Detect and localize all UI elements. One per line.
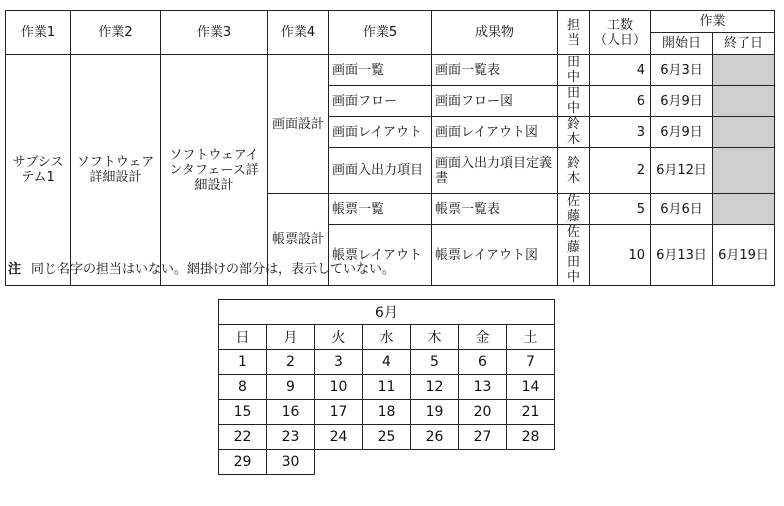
weekday-sun: 日 [219, 325, 267, 350]
calendar-day: 9 [267, 375, 315, 400]
owner-cell: 田中 [558, 55, 590, 86]
header-owner: 担当 [558, 11, 590, 55]
header-task2: 作業2 [71, 11, 161, 55]
deliverable-cell: 帳票一覧表 [432, 194, 558, 225]
calendar-day: 2 [267, 350, 315, 375]
task4-screen-design: 画面設計 [268, 55, 329, 194]
calendar-day: 7 [507, 350, 555, 375]
wbs-table [5, 10, 775, 286]
start-cell: 6月13日 [651, 225, 713, 286]
calendar-day: 4 [363, 350, 411, 375]
weekday-wed: 水 [363, 325, 411, 350]
calendar-week [219, 350, 555, 375]
calendar-day: 3 [315, 350, 363, 375]
calendar-day: 22 [219, 425, 267, 450]
effort-cell: 2 [590, 148, 651, 194]
calendar-weekday-row [219, 325, 555, 350]
owner-cell: 佐藤田中 [558, 225, 590, 286]
start-cell: 6月6日 [651, 194, 713, 225]
weekday-sat: 土 [507, 325, 555, 350]
owner-cell: 鈴木 [558, 148, 590, 194]
calendar-day: 16 [267, 400, 315, 425]
task5-cell: 帳票レイアウト [329, 225, 432, 286]
end-cell-shaded [713, 55, 775, 86]
task5-cell: 帳票一覧 [329, 194, 432, 225]
calendar-day: 24 [315, 425, 363, 450]
effort-cell: 3 [590, 117, 651, 148]
table-row [6, 55, 775, 86]
weekday-mon: 月 [267, 325, 315, 350]
weekday-thu: 木 [411, 325, 459, 350]
calendar-day: 30 [267, 450, 315, 475]
owner-cell: 鈴木 [558, 117, 590, 148]
calendar-empty [315, 450, 555, 475]
task1-cell: サブシステム1 [6, 55, 71, 286]
calendar-day: 27 [459, 425, 507, 450]
calendar-week [219, 450, 555, 475]
end-cell-shaded [713, 194, 775, 225]
calendar-day: 13 [459, 375, 507, 400]
header-effort-line1: 工数 [606, 17, 633, 33]
calendar-month: 6月 [219, 300, 555, 325]
header-effort-line2: （人日） [593, 32, 646, 48]
calendar-day: 18 [363, 400, 411, 425]
note-marker: 注 [8, 262, 22, 277]
header-task4: 作業4 [268, 11, 329, 55]
calendar-day: 6 [459, 350, 507, 375]
start-cell: 6月9日 [651, 86, 713, 117]
calendar-day: 5 [411, 350, 459, 375]
calendar-day: 19 [411, 400, 459, 425]
note-text: 同じ名字の担当はいない。網掛けの部分は，表示していない。 [31, 262, 396, 277]
task5-cell: 画面レイアウト [329, 117, 432, 148]
start-cell: 6月3日 [651, 55, 713, 86]
deliverable-cell: 画面入出力項目定義書 [432, 148, 558, 194]
task4-form-design: 帳票設計 [268, 194, 329, 286]
start-cell: 6月9日 [651, 117, 713, 148]
owner-cell: 田中 [558, 86, 590, 117]
owner-cell: 佐藤 [558, 194, 590, 225]
task5-cell: 画面一覧 [329, 55, 432, 86]
calendar-day: 10 [315, 375, 363, 400]
calendar-day: 14 [507, 375, 555, 400]
header-deliverable: 成果物 [432, 11, 558, 55]
header-task3: 作業3 [161, 11, 268, 55]
task5-cell: 画面フロー [329, 86, 432, 117]
effort-cell: 10 [590, 225, 651, 286]
calendar-day: 23 [267, 425, 315, 450]
task5-cell: 画面入出力項目 [329, 148, 432, 194]
end-cell: 6月19日 [713, 225, 775, 286]
calendar-day: 8 [219, 375, 267, 400]
weekday-fri: 金 [459, 325, 507, 350]
calendar-day: 11 [363, 375, 411, 400]
calendar-day: 21 [507, 400, 555, 425]
deliverable-cell: 帳票レイアウト図 [432, 225, 558, 286]
calendar-day: 26 [411, 425, 459, 450]
end-cell-shaded [713, 117, 775, 148]
effort-cell: 5 [590, 194, 651, 225]
calendar-week [219, 375, 555, 400]
calendar-day: 29 [219, 450, 267, 475]
table-note [8, 258, 395, 277]
calendar-day: 20 [459, 400, 507, 425]
calendar-week [219, 400, 555, 425]
calendar-day: 1 [219, 350, 267, 375]
end-cell-shaded [713, 86, 775, 117]
header-start: 開始日 [651, 33, 713, 55]
weekday-tue: 火 [315, 325, 363, 350]
effort-cell: 4 [590, 55, 651, 86]
calendar-day: 15 [219, 400, 267, 425]
june-calendar [218, 299, 555, 475]
header-work: 作業 [651, 11, 775, 33]
task2-cell: ソフトウェア詳細設計 [71, 55, 161, 286]
calendar-day: 17 [315, 400, 363, 425]
start-cell: 6月12日 [651, 148, 713, 194]
header-effort [590, 11, 651, 55]
deliverable-cell: 画面一覧表 [432, 55, 558, 86]
deliverable-cell: 画面フロー図 [432, 86, 558, 117]
end-cell-shaded [713, 148, 775, 194]
header-end: 終了日 [713, 33, 775, 55]
calendar-week [219, 425, 555, 450]
task3-cell: ソフトウェアインタフェース詳細設計 [161, 55, 268, 286]
calendar-day: 12 [411, 375, 459, 400]
effort-cell: 6 [590, 86, 651, 117]
header-task1: 作業1 [6, 11, 71, 55]
deliverable-cell: 画面レイアウト図 [432, 117, 558, 148]
calendar-day: 25 [363, 425, 411, 450]
header-task5: 作業5 [329, 11, 432, 55]
calendar-day: 28 [507, 425, 555, 450]
